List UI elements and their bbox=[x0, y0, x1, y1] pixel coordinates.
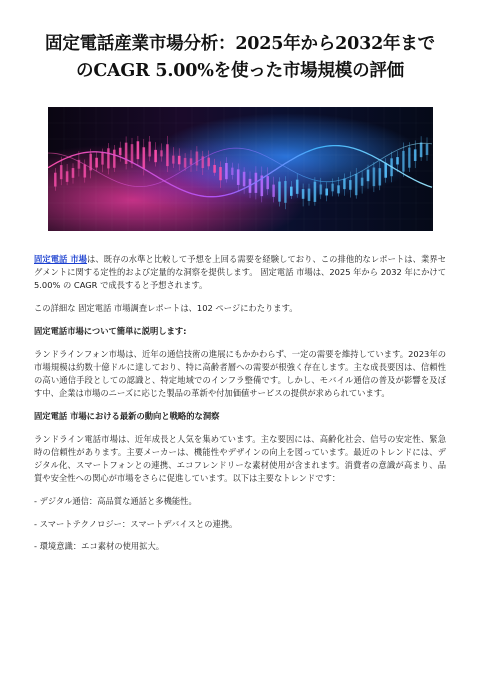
document-body bbox=[34, 253, 446, 553]
hero-candle-body bbox=[384, 163, 387, 178]
hero-candle-body bbox=[236, 169, 239, 185]
list-item: - デジタル通信：高品質な通話と多機能性。 bbox=[34, 495, 197, 506]
title-line-1: 固定電話産業市場分析：2025年から2032年まで bbox=[45, 34, 435, 54]
hero-candle-body bbox=[154, 150, 157, 162]
hero-candle-body bbox=[195, 152, 198, 166]
list-item: - 環境意識：エコ素材の使用拡大。 bbox=[34, 541, 165, 552]
hero-candle-body bbox=[113, 150, 116, 168]
hero-candle-body bbox=[136, 141, 139, 159]
hero-candle-body bbox=[231, 168, 234, 175]
hero-candle-body bbox=[172, 156, 175, 164]
hero-candle-body bbox=[337, 185, 340, 193]
hero-candle-body bbox=[413, 149, 416, 161]
hero-candle-body bbox=[301, 189, 304, 199]
hero-candle-body bbox=[313, 182, 316, 202]
hero-stock-chart-image bbox=[48, 107, 433, 231]
hero-candle-body bbox=[319, 184, 322, 194]
hero-candle-body bbox=[207, 158, 210, 167]
hero-candle-body bbox=[189, 158, 192, 164]
hero-candle-body bbox=[325, 188, 328, 195]
hero-candle-body bbox=[419, 143, 422, 158]
hero-candle-body bbox=[266, 176, 269, 189]
page-title bbox=[34, 0, 446, 85]
hero-candle-body bbox=[148, 142, 151, 157]
hero-candle-body bbox=[124, 143, 127, 164]
hero-candle-body bbox=[378, 168, 381, 185]
hero-candle-body bbox=[183, 158, 186, 168]
hero-candle-body bbox=[425, 144, 428, 155]
hero-candle-body bbox=[360, 178, 363, 186]
hero-candle-body bbox=[213, 165, 216, 173]
hero-candle-body bbox=[166, 144, 169, 166]
hero-candle-body bbox=[130, 144, 133, 163]
hero-candle-body bbox=[366, 170, 369, 182]
hero-candle-body bbox=[83, 164, 86, 177]
hero-candle-body bbox=[71, 168, 74, 178]
hero-candle-body bbox=[354, 174, 357, 195]
hero-candle-body bbox=[59, 165, 62, 179]
hero-candle-body bbox=[372, 167, 375, 186]
title-line-2: のCAGR 5.00%を使った市場規模の評価 bbox=[76, 61, 404, 81]
hero-candle-body bbox=[219, 167, 222, 180]
hero-candle-body bbox=[284, 181, 287, 203]
hero-candle-body bbox=[54, 173, 57, 187]
hero-candle-body bbox=[107, 148, 110, 168]
hero-candle-body bbox=[295, 180, 298, 194]
hero-candle-body bbox=[142, 147, 145, 168]
trend-list bbox=[34, 495, 446, 554]
intro-paragraph bbox=[34, 253, 446, 293]
section2-heading: 固定電話 市場における最新の動向と戦略的な洞察 bbox=[34, 410, 220, 421]
hero-candle-body bbox=[272, 185, 275, 197]
hero-candle-body bbox=[242, 172, 245, 186]
market-link[interactable]: 固定電話 市場 bbox=[34, 254, 88, 264]
hero-candle-body bbox=[402, 151, 405, 172]
hero-candle-body bbox=[396, 157, 399, 164]
hero-candle-body bbox=[278, 182, 281, 202]
hero-candle-body bbox=[95, 158, 98, 168]
hero-candle-body bbox=[65, 171, 68, 182]
hero-candle-body bbox=[101, 153, 104, 165]
hero-candle-body bbox=[160, 150, 163, 156]
hero-candle-body bbox=[118, 148, 121, 155]
hero-candle-body bbox=[307, 189, 310, 201]
hero-candle-body bbox=[177, 156, 180, 164]
section1-heading: 固定電話市場について簡単に説明します: bbox=[34, 325, 187, 336]
hero-candle-body bbox=[225, 163, 228, 179]
hero-candle-body bbox=[349, 180, 352, 190]
hero-candle-body bbox=[290, 187, 293, 196]
list-item: - スマートテクノロジー：スマートデバイスとの連携。 bbox=[34, 518, 238, 529]
section2-body: ランドライン電話市場は、近年成長と人気を集めています。主な要因には、高齢化社会、信号の安定性、緊急時の信頼性があります。主要メーカーは、機能性やデザインの向上を図っています。最近のトレンドには、デジタル化、スマートフォンとの連携、エコフレンドリーな素材使用が含まれます。消費者の意識が高まり、品質や安全性への関心が市場をさらに促進しています。以下は主要なトレンドです： bbox=[34, 433, 446, 484]
hero-candle-body bbox=[408, 148, 411, 168]
hero-candle-body bbox=[331, 184, 334, 192]
hero-candle-body bbox=[343, 179, 346, 189]
intro-text: は、既存の水準と比較して予想を上回る需要を経験しており、この排他的なレポートは、業界セグメントに関する定性的および定量的な洞察を提供します。 固定電話 市場は、2025 年から 2032 年にかけて 5.00% の CAGR で成長すると予想されます。 bbox=[34, 254, 446, 291]
pages-note: この詳細な 固定電話 市場調査レポートは、102 ページにわたります。 bbox=[34, 303, 298, 314]
section1-body: ランドラインフォン市場は、近年の通信技術の進展にもかかわらず、一定の需要を維持しています。2023年の市場規模は約数十億ドルに達しており、特に高齢者層への需要が根強く存在します。主な成長要因は、信頼性の高い通信手段としての認識と、特定地域でのインフラ整備です。しかし、モバイル通信の普及が影響を及ぼす中、企業は市場のニーズに応じた製品の革新や付加価値サービスの提供が求められています。 bbox=[34, 348, 446, 399]
